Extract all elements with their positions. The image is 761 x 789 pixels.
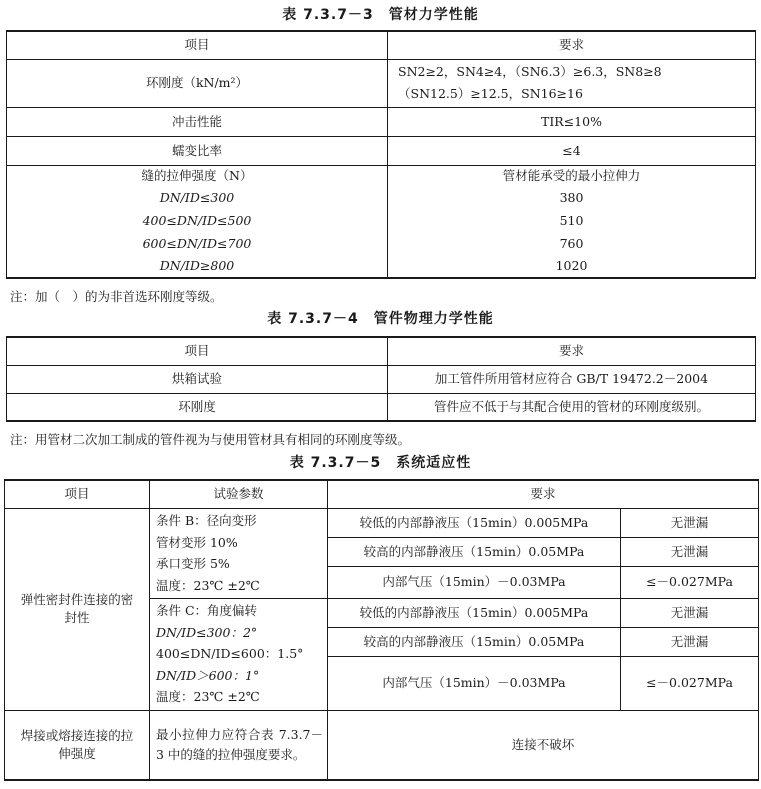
weld-item: 焊接或熔接连接的拉伸强度	[5, 710, 150, 780]
table-4-note: 注：用管材二次加工制成的管件视为与使用管材具有相同的环刚度等级。	[10, 432, 411, 447]
condition-b-result: ≤－0.027MPa	[621, 566, 759, 598]
oven-test-label: 烘箱试验	[7, 365, 388, 393]
table-4-header-item: 项目	[7, 337, 388, 365]
condition-b-test: 内部气压（15min）－0.03MPa	[328, 566, 621, 598]
impact-requirement: TIR≤10%	[388, 107, 756, 136]
condition-b-line: 承口变形 5%	[156, 556, 230, 571]
table-3-header-requirement: 要求	[388, 31, 756, 59]
condition-c-params	[150, 598, 328, 710]
condition-c-line: DN/ID≤300：2°	[156, 624, 258, 640]
condition-b-line: 条件 B：径向变形	[156, 513, 257, 528]
creep-label: 蠕变比率	[7, 136, 388, 165]
condition-c-test: 较低的内部静液压（15min）0.005MPa	[328, 598, 621, 627]
seam-range: DN/ID≤300	[7, 186, 388, 209]
seal-item: 弹性密封件连接的密封性	[5, 508, 150, 710]
condition-c-result: 无泄漏	[621, 598, 759, 627]
seam-value: 380	[388, 186, 756, 209]
seam-value: 760	[388, 232, 756, 255]
table-5-header-params: 试验参数	[150, 480, 328, 508]
table-5-title: 表 7.3.7－5 系统适应性	[289, 455, 472, 471]
oven-test-requirement: 加工管件所用管材应符合 GB/T 19472.2－2004	[388, 365, 756, 393]
condition-b-line: 管材变形 10%	[156, 534, 238, 550]
table-fitting-properties	[6, 336, 756, 422]
condition-b-test: 较低的内部静液压（15min）0.005MPa	[328, 508, 621, 537]
condition-c-line: 温度：23℃ ±2℃	[156, 689, 260, 705]
weld-requirement: 连接不破坏	[328, 710, 759, 780]
seam-label: 缝的拉伸强度（N）	[7, 165, 388, 186]
condition-b-params	[150, 508, 328, 598]
condition-c-test: 内部气压（15min）－0.03MPa	[328, 656, 621, 710]
seam-range: 600≤DN/ID≤700	[7, 232, 388, 255]
fitting-stiffness-requirement: 管件应不低于与其配合使用的管材的环刚度级别。	[388, 393, 756, 421]
table-3-title: 表 7.3.7－3 管材力学性能	[282, 7, 479, 23]
seam-requirement-header: 管材能承受的最小拉伸力	[388, 165, 756, 186]
seam-value: 510	[388, 209, 756, 232]
creep-requirement: ≤4	[388, 136, 756, 165]
table-4-header-requirement: 要求	[388, 337, 756, 365]
table-3-note: 注：加（ ）的为非首选环刚度等级。	[10, 289, 223, 304]
condition-c-result: 无泄漏	[621, 627, 759, 656]
table-system-adaptability	[4, 479, 759, 781]
condition-b-result: 无泄漏	[621, 508, 759, 537]
table-3-header-item: 项目	[7, 31, 388, 59]
weld-params: 最小拉伸力应符合表 7.3.7－3 中的缝的拉伸强度要求。	[150, 710, 328, 780]
table-pipe-mechanical-properties	[6, 30, 756, 279]
condition-c-result: ≤－0.027MPa	[621, 656, 759, 710]
stiffness-requirement	[388, 59, 756, 107]
table-5-header-requirement: 要求	[328, 480, 759, 508]
condition-b-line: 温度：23℃ ±2℃	[156, 577, 260, 593]
stiffness-requirement-line-1: SN2≥2，SN4≥4，（SN6.3）≥6.3，SN8≥8	[398, 64, 662, 79]
condition-c-line: 条件 C：角度偏转	[156, 603, 258, 619]
condition-c-line: 400≤DN/ID≤600：1.5°	[156, 646, 304, 662]
condition-c-test: 较高的内部静液压（15min）0.05MPa	[328, 627, 621, 656]
condition-b-result: 无泄漏	[621, 537, 759, 566]
condition-c-line: DN/ID＞600：1°	[156, 667, 260, 683]
seam-range: DN/ID≥800	[7, 255, 388, 278]
seam-range: 400≤DN/ID≤500	[7, 209, 388, 232]
fitting-stiffness-label: 环刚度	[7, 393, 388, 421]
stiffness-requirement-line-2: （SN12.5）≥12.5，SN16≥16	[398, 86, 583, 101]
table-4-title: 表 7.3.7－4 管件物理力学性能	[267, 311, 494, 327]
impact-label: 冲击性能	[7, 107, 388, 136]
stiffness-label: 环刚度（kN/m²）	[7, 59, 388, 107]
condition-b-test: 较高的内部静液压（15min）0.05MPa	[328, 537, 621, 566]
seam-value: 1020	[388, 255, 756, 278]
table-5-header-item: 项目	[5, 480, 150, 508]
